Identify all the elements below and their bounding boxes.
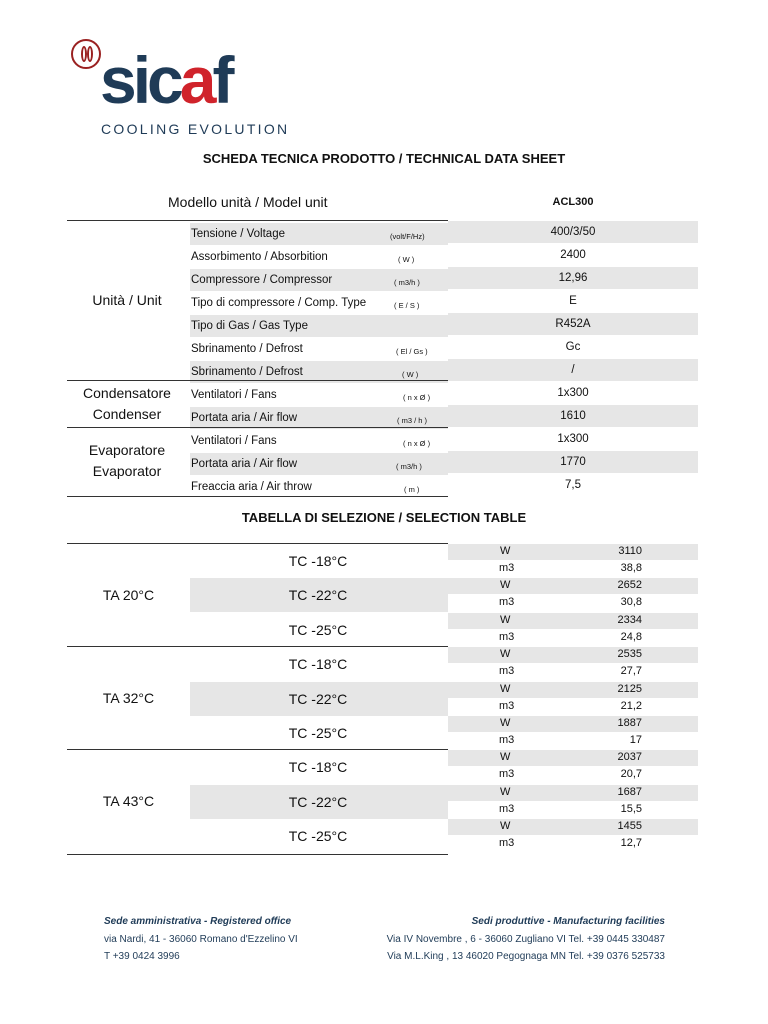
logo-tagline: COOLING EVOLUTION — [101, 121, 290, 137]
ta-label-0: TA 20°C — [102, 586, 155, 603]
spec-param-label: Tipo di compressore / Comp. Type — [191, 297, 367, 309]
unit-w: W — [500, 717, 511, 729]
spec-unit: ( El / Gs ) — [396, 347, 428, 356]
value-w: 2535 — [617, 648, 642, 661]
value-w: 2037 — [617, 751, 642, 764]
unit-m3: m3 — [499, 734, 515, 746]
spec-unit: ( m ) — [404, 485, 420, 494]
value-w: 1887 — [617, 717, 642, 729]
value-band — [448, 647, 698, 663]
value-band — [448, 578, 698, 594]
unit-w: W — [500, 545, 511, 557]
spec-unit: ( m3/h ) — [394, 278, 420, 287]
footer-left-phone: T +39 0424 3996 — [104, 951, 180, 962]
unit-w: W — [500, 820, 511, 833]
footer-right-title: Sedi produttive - Manufacturing facilities — [471, 916, 665, 927]
spec-value-4: R452A — [448, 313, 698, 335]
spec-param-label: Assorbimento / Absorbition — [191, 251, 328, 263]
spec-param-2 — [190, 269, 448, 291]
spec-unit: ( W ) — [402, 370, 419, 379]
value-m3: 21,2 — [620, 699, 642, 712]
spec-param-4 — [190, 315, 448, 337]
selection-values — [448, 716, 698, 750]
tc-label: TC -25°C — [288, 621, 348, 638]
spec-param-label: Sbrinamento / Defrost — [191, 366, 303, 378]
value-w: 1455 — [617, 820, 642, 833]
spec-unit: ( W ) — [398, 255, 415, 264]
unit-w: W — [500, 751, 511, 764]
selection-values — [448, 819, 698, 853]
spec-value-5: Gc — [565, 341, 581, 353]
spec-param-7 — [190, 384, 448, 406]
tc-label: TC -22°C — [190, 578, 448, 612]
spec-value-0: 400/3/50 — [448, 221, 698, 243]
spec-param-label: Tipo di Gas / Gas Type — [191, 320, 308, 332]
value-w: 2125 — [617, 682, 642, 695]
spec-value-7: 1x300 — [557, 387, 589, 399]
value-m3: 15,5 — [620, 802, 642, 815]
unit-w: W — [500, 613, 511, 626]
value-band — [448, 785, 698, 801]
spec-value-3: E — [569, 295, 577, 307]
tc-label: TC -18°C — [288, 759, 348, 776]
spec-param-9 — [190, 430, 448, 452]
unit-m3: m3 — [499, 837, 515, 850]
selection-values — [448, 750, 698, 784]
unit-m3: m3 — [499, 596, 515, 609]
footer-left-address: via Nardi, 41 - 36060 Romano d'Ezzelino VI — [104, 934, 298, 945]
tc-label: TC -18°C — [288, 656, 348, 673]
unit-w: W — [500, 579, 511, 592]
spec-value-2: 12,96 — [448, 267, 698, 289]
spec-param-10 — [190, 453, 448, 475]
model-value: ACL300 — [552, 196, 594, 208]
footer-right-line2: Via M.L.King , 13 46020 Pegognaga MN Tel. +39 0376 525733 — [387, 951, 665, 962]
logo-wordmark: sicaf — [100, 43, 231, 117]
unit-m3: m3 — [499, 699, 515, 712]
spec-unit: ( E / S ) — [394, 301, 420, 310]
value-band — [448, 682, 698, 698]
spec-param-8 — [190, 407, 448, 429]
spec-unit: ( n x Ø ) — [403, 393, 431, 402]
value-band — [448, 544, 698, 560]
spec-param-1 — [190, 246, 448, 268]
value-w: 2652 — [617, 579, 642, 592]
document-title: SCHEDA TECNICA PRODOTTO / TECHNICAL DATA SHEET — [202, 151, 566, 166]
group-label-1 — [67, 383, 187, 425]
selection-values — [448, 647, 698, 681]
value-m3: 27,7 — [620, 665, 642, 678]
spec-param-label: Sbrinamento / Defrost — [191, 343, 303, 355]
unit-m3: m3 — [499, 802, 515, 815]
unit-w: W — [500, 648, 511, 661]
value-band — [448, 750, 698, 766]
spec-unit: ( m3/h ) — [396, 462, 422, 471]
tc-label: TC -22°C — [190, 682, 448, 716]
spec-value-1: 2400 — [560, 249, 586, 261]
group-label-line2: Evaporator — [92, 463, 162, 479]
value-m3: 20,7 — [620, 768, 642, 781]
value-band — [448, 716, 698, 732]
tc-label: TC -22°C — [190, 785, 448, 819]
footer-left-title: Sede amministrativa - Registered office — [104, 916, 292, 927]
spec-param-5 — [190, 338, 448, 360]
tc-label: TC -18°C — [288, 553, 348, 569]
group-label-line2: Condenser — [92, 406, 162, 422]
selection-divider — [67, 854, 448, 855]
value-w: 3110 — [618, 545, 642, 557]
tc-label: TC -25°C — [288, 725, 348, 741]
tc-label: TC -25°C — [288, 828, 348, 845]
spec-divider — [67, 380, 448, 381]
spec-divider — [67, 220, 448, 221]
spec-unit: ( m3 / h ) — [397, 416, 428, 425]
spec-param-label: Compressore / Compressor — [191, 274, 333, 286]
selection-values — [448, 544, 698, 578]
spec-value-10: 1770 — [448, 451, 698, 473]
selection-values — [448, 613, 698, 647]
spec-param-label: Portata aria / Air flow — [191, 458, 298, 470]
group-label-line1: Unità / Unit — [92, 292, 162, 308]
selection-values — [448, 682, 698, 716]
unit-m3: m3 — [499, 562, 515, 574]
logo-mark-icon — [71, 39, 101, 69]
unit-m3: m3 — [499, 630, 515, 643]
selection-title: TABELLA DI SELEZIONE / SELECTION TABLE — [241, 510, 527, 525]
unit-w: W — [500, 785, 511, 798]
value-m3: 12,7 — [620, 837, 642, 850]
ta-label-1: TA 32°C — [102, 689, 155, 706]
footer-right-line1: Via IV Novembre , 6 - 36060 Zugliano VI Tel. +39 0445 330487 — [386, 934, 665, 945]
spec-param-label: Portata aria / Air flow — [191, 412, 298, 424]
spec-unit: (volt/F/Hz) — [390, 232, 425, 241]
unit-m3: m3 — [499, 768, 515, 781]
value-m3: 17 — [629, 734, 642, 746]
spec-divider — [67, 496, 448, 497]
spec-param-label: Ventilatori / Fans — [191, 435, 277, 447]
value-m3: 30,8 — [620, 596, 642, 609]
spec-value-11: 7,5 — [565, 479, 581, 491]
value-w: 1687 — [617, 785, 642, 798]
selection-values — [448, 578, 698, 612]
spec-param-label: Freaccia aria / Air throw — [191, 481, 312, 493]
spec-value-8: 1610 — [448, 405, 698, 427]
group-label-0 — [67, 290, 187, 311]
spec-param-label: Ventilatori / Fans — [191, 389, 277, 401]
group-label-line1: Evaporatore — [88, 442, 166, 458]
spec-value-6: / — [448, 359, 698, 381]
group-label-2 — [67, 440, 187, 482]
selection-values — [448, 785, 698, 819]
spec-param-0 — [190, 223, 448, 245]
value-w: 2334 — [617, 613, 642, 626]
spec-param-label: Tensione / Voltage — [191, 228, 285, 240]
value-band — [448, 819, 698, 835]
unit-w: W — [500, 682, 511, 695]
model-label: Modello unità / Model unit — [168, 194, 328, 210]
value-band — [448, 613, 698, 629]
ta-label-2: TA 43°C — [102, 793, 155, 809]
spec-unit: ( n x Ø ) — [403, 439, 431, 448]
spec-divider — [67, 427, 448, 428]
spec-param-3 — [190, 292, 448, 314]
value-m3: 38,8 — [620, 562, 642, 574]
unit-m3: m3 — [499, 665, 515, 678]
group-label-line1: Condensatore — [83, 385, 171, 401]
value-m3: 24,8 — [620, 630, 642, 643]
spec-param-11 — [190, 476, 448, 498]
spec-value-9: 1x300 — [557, 433, 589, 445]
